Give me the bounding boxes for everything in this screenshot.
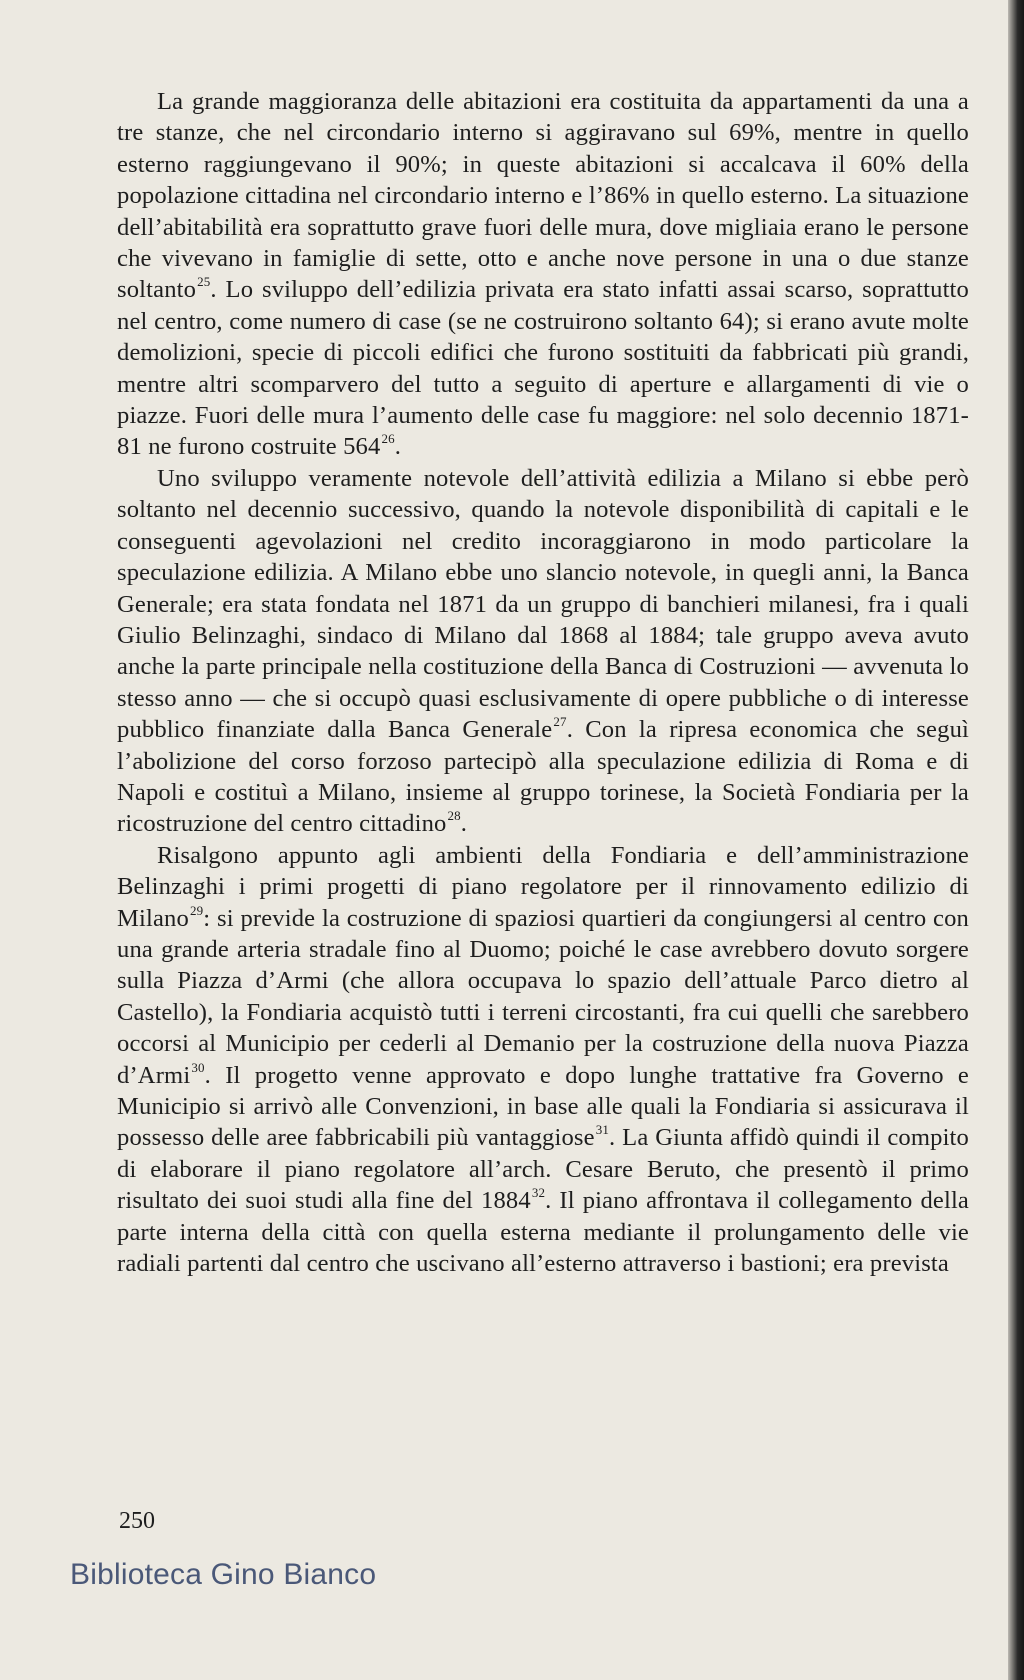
text-segment: . La Giunta affidò quindi il compito di elaborare il piano regolatore all’arch. Cesare Beruto, che presentò il primo risultato dei suoi studi alla fine del 1884 bbox=[117, 1124, 969, 1215]
footnote-ref-32: 32 bbox=[531, 1185, 546, 1201]
footnote-ref-29: 29 bbox=[189, 902, 204, 918]
library-watermark: Biblioteca Gino Bianco bbox=[70, 1558, 377, 1591]
footnote-ref-26: 26 bbox=[381, 431, 395, 447]
text-segment: La grande maggioranza delle abitazioni era costituita da appartamenti da una a tre stanze, che nel circondario interno si aggiravano sul 69%, mentre in quello esterno raggiungevano il 90%; in queste abitazioni si accalcava il 60% della popolazione cittadina nel circondario interno e l’86% in quello esterno. La situazione dell’abitabilità era soprattutto grave fuori delle mura, dove migliaia erano le persone che vivevano in famiglie di sette, otto e anche nove persone in una o due stanze soltanto bbox=[117, 88, 969, 304]
text-segment: . bbox=[394, 433, 402, 461]
footnote-ref-30: 30 bbox=[191, 1059, 205, 1075]
text-segment: . Il piano affrontava il collegamento della parte interna della città con quella esterna mediante il prolungamento delle vie radiali partenti dal centro che uscivano all’esterno attraverso i bastioni; era prevista bbox=[117, 1187, 969, 1278]
body-text bbox=[117, 86, 969, 1279]
paragraph-3 bbox=[117, 840, 969, 1280]
paragraph-2 bbox=[117, 463, 969, 840]
text-segment: . Il progetto venne approvato e dopo lunghe trattative fra Governo e Municipio si arrivò alle Convenzioni, in base alle quali la Fondiaria si assicurava il possesso delle aree fabbricabili più vantaggiose bbox=[117, 1061, 969, 1152]
footnote-ref-25: 25 bbox=[197, 274, 211, 290]
footnote-ref-31: 31 bbox=[595, 1122, 610, 1138]
text-segment: . Con la ripresa economica che seguì l’abolizione del corso forzoso partecipò alla speculazione edilizia di Roma e di Napoli e costituì a Milano, insieme al gruppo torinese, la Società Fondiaria per la ricostruzione del centro cittadino bbox=[117, 716, 969, 838]
text-segment: . bbox=[460, 810, 468, 838]
page-number: 250 bbox=[119, 1508, 155, 1534]
text-segment: Risalgono appunto agli ambienti della Fondiaria e dell’amministrazione Belinzaghi i primi progetti di piano regolatore per il rinnovamento edilizio di Milano bbox=[117, 841, 969, 932]
text-segment: . Lo sviluppo dell’edilizia privata era stato infatti assai scarso, soprattutto nel centro, come numero di case (se ne costruirono soltanto 64); si erano avute molte demolizioni, specie di piccoli edifici che furono sostituiti da fabbricati più grandi, mentre altri scomparvero del tutto a seguito di aperture e allargamenti di vie o piazze. Fuori delle mura l’aumento delle case fu maggiore: nel solo decennio 1871-81 ne furono costruite 564 bbox=[117, 276, 969, 461]
text-segment: Uno sviluppo veramente notevole dell’attività edilizia a Milano si ebbe però soltanto nel decennio successivo, quando la notevole disponibilità di capitali e le conseguenti agevolazioni nel credito incoraggiarono in modo particolare la speculazione edilizia. A Milano ebbe uno slancio notevole, in quegli anni, la Banca Generale; era stata fondata nel 1871 da un gruppo di banchieri milanesi, fra i quali Giulio Belinzaghi, sindaco di Milano dal 1868 al 1884; tale gruppo aveva avuto anche la parte principale nella costituzione della Banca di Costruzioni — avvenuta lo stesso anno — che si occupò quasi esclusivamente di opere pubbliche o di interesse pubblico finanziate dalla Banca Generale bbox=[117, 464, 969, 744]
paragraph-1 bbox=[117, 86, 969, 463]
page-edge-shadow bbox=[1008, 0, 1024, 1680]
footnote-ref-28: 28 bbox=[447, 808, 461, 824]
footnote-ref-27: 27 bbox=[553, 714, 567, 730]
text-segment: : si previde la costruzione di spaziosi quartieri da congiungersi al centro con una grande arteria stradale fino al Duomo; poiché le case avrebbero dovuto sorgere sulla Piazza d’Armi (che allora occupava lo spazio dell’attuale Parco dietro al Castello), la Fondiaria acquistò tutti i terreni circostanti, fra cui quelli che sarebbero occorsi al Municipio per cederli al Demanio per la costruzione della nuova Piazza d’Armi bbox=[117, 904, 969, 1089]
